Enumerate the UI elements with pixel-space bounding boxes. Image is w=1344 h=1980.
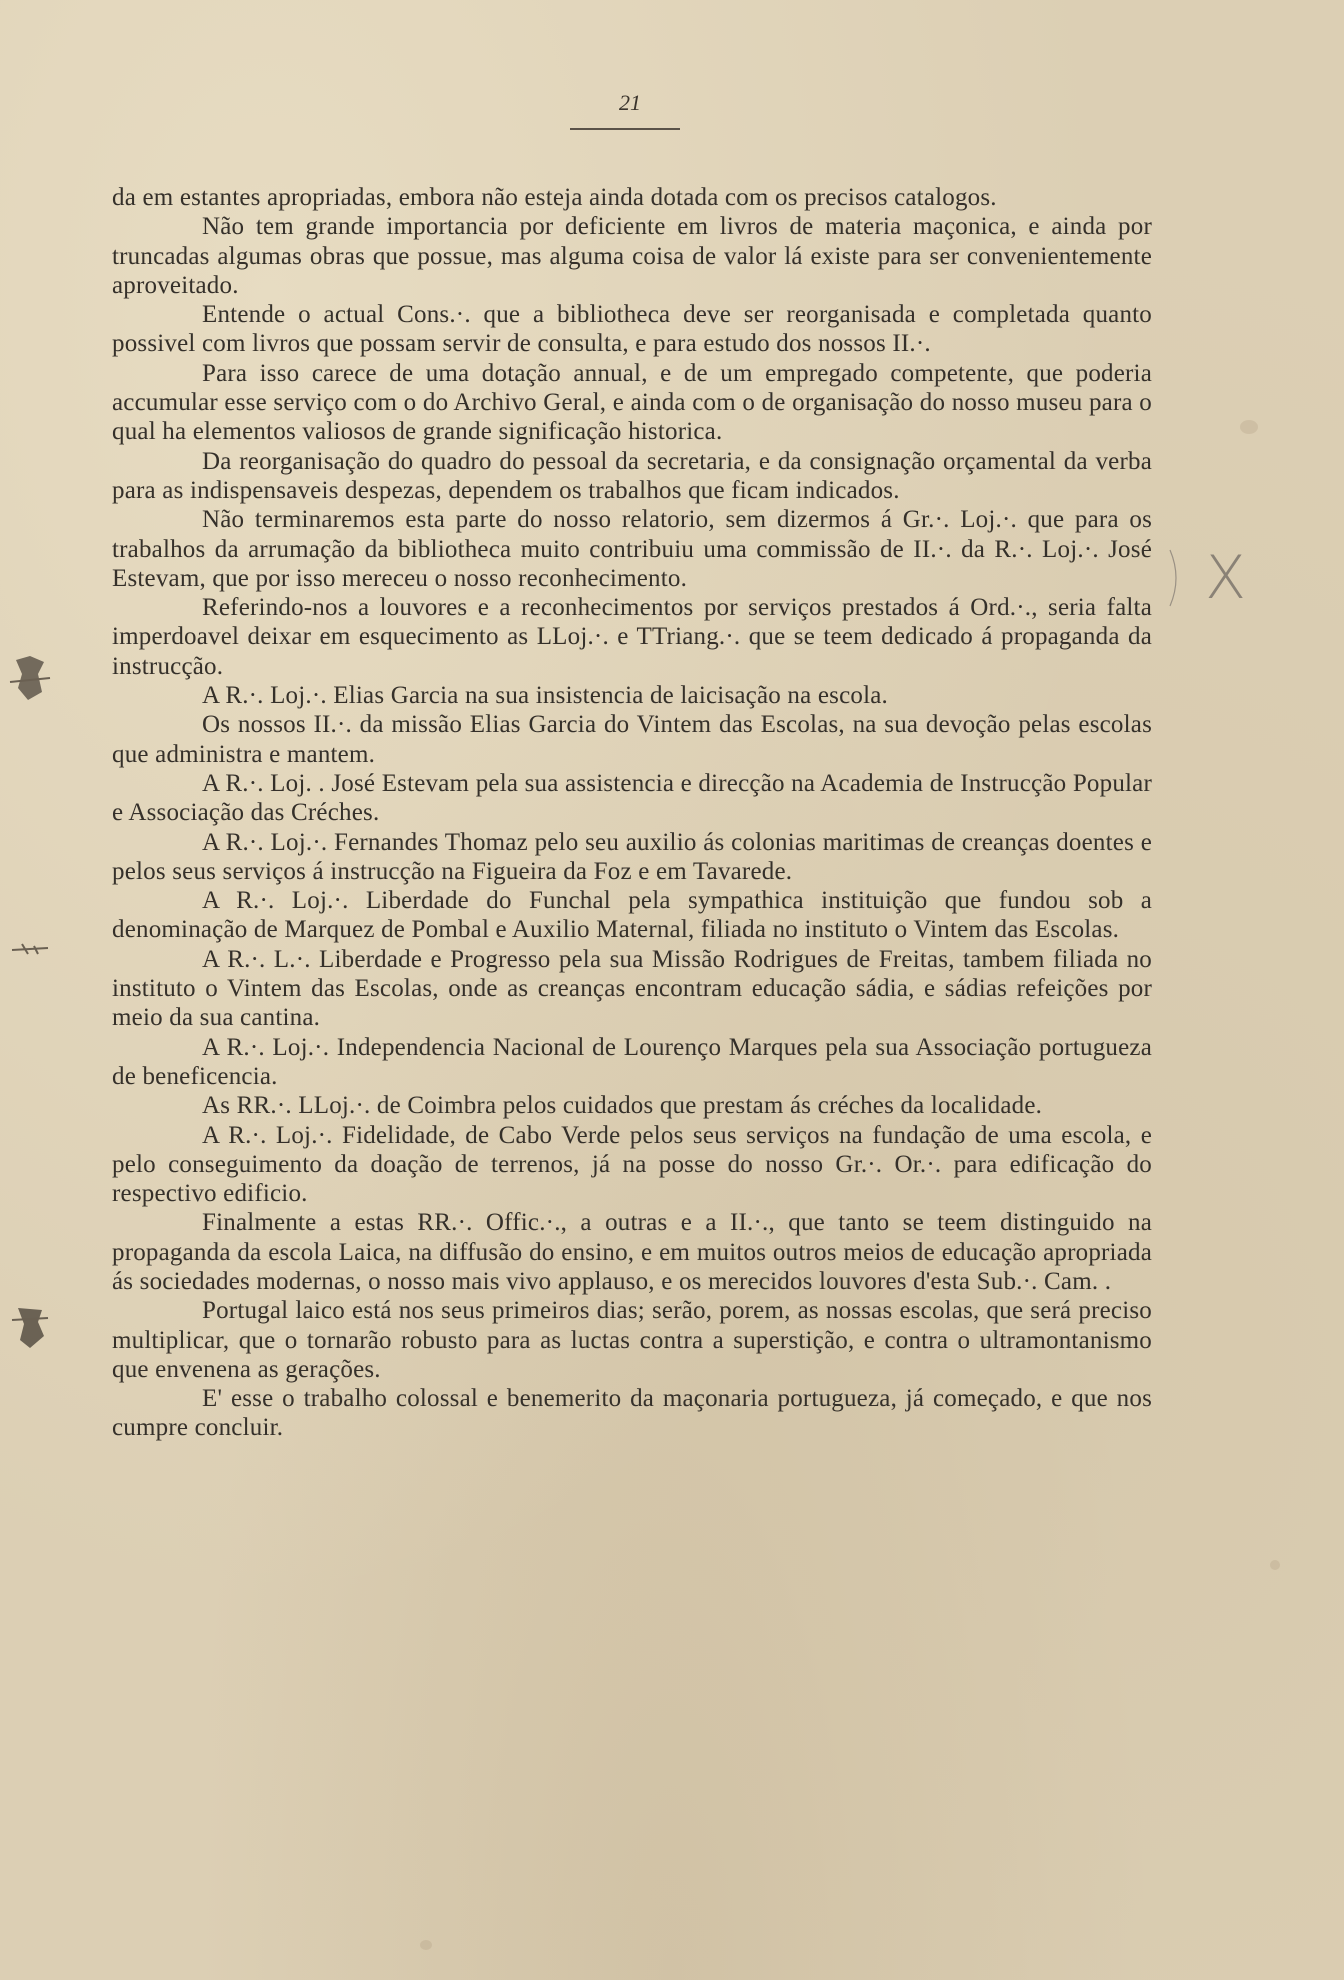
paragraph: A R.·. Loj.·. Elias Garcia na sua insistencia de laicisação na escola.: [202, 682, 888, 710]
paragraph: A R.·. Loj. . José Estevam pela sua assistencia e direcção na Academia de Instrucção Popular e Associação das Créches.: [112, 769, 1152, 827]
paragraph: da em estantes apropriadas, embora não esteja ainda dotada com os precisos catalogos.: [112, 184, 997, 211]
paragraph: Referindo-nos a louvores e a reconhecimentos por serviços prestados á Ord.·., seria falta imperdoavel deixar em esquecimento as LLoj.·. e TTriang.·. que se teem dedicado á propaganda da instrucção.: [112, 594, 1152, 680]
page-number: 21: [619, 90, 641, 115]
paragraph: Não terminaremos esta parte do nosso relatorio, sem dizermos á Gr.·. Loj.·. que para os trabalhos da arrumação da bibliotheca muito contribuiu uma commissão de II.·. da R.·. Loj.·. José Estevam, que por isso mereceu o nosso reconhecimento.: [112, 506, 1152, 592]
paper-stain: [1240, 420, 1258, 434]
margin-pencil-x: X: [1205, 543, 1247, 613]
paragraph: A R.·. Loj.·. Fidelidade, de Cabo Verde pelos seus serviços na fundação de uma escola, e pelo conseguimento da doação de terrenos, já na posse do nosso Gr.·. Or.·. para edificação do respectivo edificio.: [112, 1121, 1152, 1208]
margin-bracket-mark: [1168, 548, 1184, 608]
paragraph: Entende o actual Cons.·. que a bibliotheca deve ser reorganisada e completada quanto possivel com livros que possam servir de consulta, e para estudo dos nossos II.·.: [112, 301, 1152, 358]
paragraph: A R.·. L.·. Liberdade e Progresso pela sua Missão Rodrigues de Freitas, tambem filiada no instituto o Vintem das Escolas, onde as creanças encontram educação sádia, e sádias refeições por meio da sua cantina.: [112, 945, 1152, 1032]
binding-stitch-mark: [8, 1302, 52, 1354]
paragraph: A R.·. Loj.·. Liberdade do Funchal pela sympathica instituição que fundou sob a denominação de Marquez de Pombal e Auxilio Maternal, filiada no instituto o Vintem das Escolas.: [112, 887, 1152, 944]
paragraph: A R.·. Loj.·. Independencia Nacional de Lourenço Marques pela sua Associação portugueza de beneficencia.: [112, 1033, 1152, 1090]
paragraph: E' esse o trabalho colossal e benemerito da maçonaria portugueza, já começado, e que nos cumpre concluir.: [112, 1385, 1152, 1442]
paragraph: Os nossos II.·. da missão Elias Garcia do Vintem das Escolas, na sua devoção pelas escolas que administra e mantem.: [112, 711, 1152, 768]
paper-stain: [1270, 1560, 1280, 1570]
paragraph: As RR.·. LLoj.·. de Coimbra pelos cuidados que prestam ás créches da localidade.: [202, 1092, 1043, 1120]
header-rule: [570, 128, 680, 130]
paragraph: Portugal laico está nos seus primeiros dias; serão, porem, as nossas escolas, que será preciso multiplicar, que o tornarão robusto para as luctas contra a superstição, e contra o ultramontanismo que envenena as gerações.: [112, 1297, 1152, 1383]
paragraph: Finalmente a estas RR.·. Offic.·., a outras e a II.·., que tanto se teem distinguido na propaganda da escola Laica, na diffusão do ensino, e em muitos outros meios de educação apropriada ás sociedades modernas, o nosso mais vivo applauso, e os merecidos louvores d'esta Sub.·. Cam. .: [112, 1209, 1152, 1295]
paper-stain: [420, 1940, 432, 1950]
body-text: [112, 183, 1152, 1443]
paragraph: Não tem grande importancia por deficiente em livros de materia maçonica, e ainda por truncadas algumas obras que possue, mas alguma coisa de valor lá existe para ser convenientemente aproveitado.: [112, 213, 1152, 299]
paragraph: Da reorganisação do quadro do pessoal da secretaria, e da consignação orçamental da verba para as indispensaveis despezas, dependem os trabalhos que ficam indicados.: [112, 447, 1152, 504]
binding-stitch-mark: [8, 652, 52, 704]
binding-stitch-mark: [8, 940, 52, 960]
paragraph: A R.·. Loj.·. Fernandes Thomaz pelo seu auxilio ás colonias maritimas de creanças doentes e pelos seus serviços á instrucção na Figueira da Foz e em Tavarede.: [112, 828, 1152, 885]
paragraph: Para isso carece de uma dotação annual, e de um empregado competente, que poderia accumular esse serviço com o do Archivo Geral, e ainda com o de organisação do nosso museu para o qual ha elementos valiosos de grande significação historica.: [112, 359, 1152, 446]
